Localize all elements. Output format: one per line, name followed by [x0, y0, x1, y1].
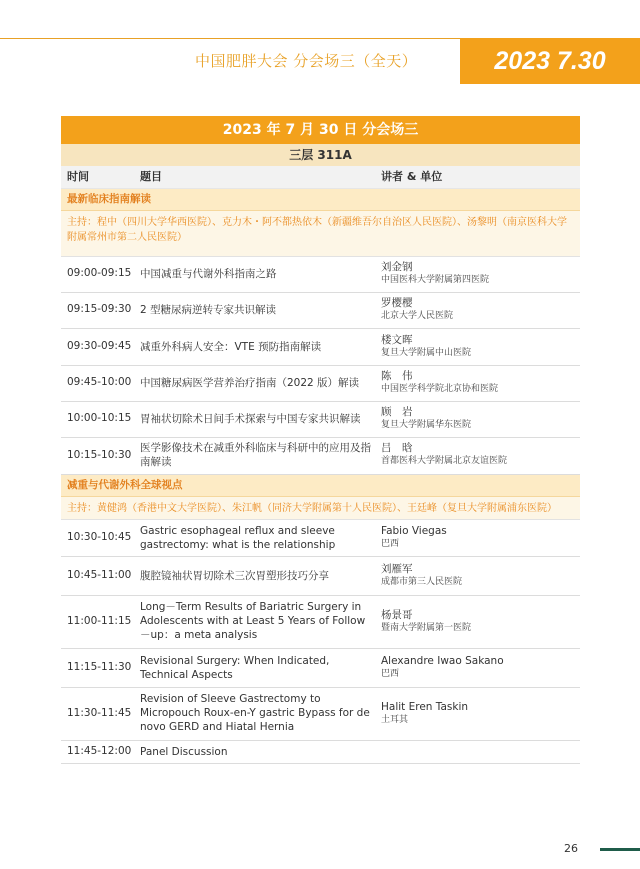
col-time: 时间: [67, 170, 89, 183]
row-topic: Long－Term Results of Bariatric Surgery in Adolescents with at Least 5 Years of Follow－up：a meta analysis: [140, 601, 366, 641]
speaker-name: 刘雁军: [381, 563, 413, 575]
row-time: 09:30-09:45: [67, 340, 132, 352]
date-badge: 2023 7.30: [460, 38, 640, 84]
speaker-unit: 成都市第三人民医院: [381, 577, 463, 587]
column-headers: [61, 166, 580, 189]
row-topic: 减重外科病人安全：VTE 预防指南解读: [140, 341, 322, 353]
speaker-name: Alexandre Iwao Sakano: [381, 655, 504, 667]
row-topic: Gastric esophageal reflux and sleeve gastrectomy: what is the relationship: [140, 525, 336, 551]
speaker-name: 陈 伟: [381, 370, 413, 382]
row-speaker: [381, 700, 577, 727]
speaker-name: Halit Eren Taskin: [381, 701, 469, 713]
page-number: 26: [564, 842, 578, 855]
speaker-name: 吕 晗: [381, 442, 413, 454]
row-speaker: [381, 260, 577, 287]
speaker-unit: 巴西: [381, 539, 400, 549]
row-time: 10:45-11:00: [67, 569, 132, 581]
table-row: [61, 438, 580, 475]
section-header: 减重与代谢外科全球视点: [61, 475, 580, 497]
row-time: 11:30-11:45: [67, 707, 132, 719]
schedule-table: [61, 116, 580, 764]
table-row: [61, 649, 580, 688]
row-speaker: [381, 296, 577, 323]
speaker-name: Fabio Viegas: [381, 525, 447, 537]
speaker-unit: 暨南大学附属第一医院: [381, 623, 472, 633]
speaker-unit: 首都医科大学附属北京友谊医院: [381, 456, 508, 466]
row-topic: Panel Discussion: [140, 746, 228, 758]
header-rule: [0, 38, 460, 39]
row-time: 10:00-10:15: [67, 412, 132, 424]
row-topic: 2 型糖尿病逆转专家共识解读: [140, 304, 277, 316]
row-speaker: [381, 405, 577, 432]
row-topic: 腹腔镜袖状胃切除术三次胃塑形技巧分享: [140, 570, 329, 582]
section-hosts: 主持：程中（四川大学华西医院）、克力木・阿不都热依木（新疆维吾尔自治区人民医院）、汤黎明（南京医科大学附属常州市第二人民医院）: [61, 211, 580, 257]
table-row: [61, 366, 580, 402]
speaker-unit: 复旦大学附属中山医院: [381, 348, 472, 358]
speaker-name: 顾 岩: [381, 406, 413, 418]
speaker-name: 楼文晖: [381, 334, 413, 346]
room-label: 三层 311A: [61, 144, 580, 166]
row-time: 10:30-10:45: [67, 531, 132, 543]
footer-rule: [600, 848, 640, 851]
table-row: [61, 257, 580, 293]
row-time: 11:45-12:00: [67, 745, 132, 757]
table-row: [61, 557, 580, 596]
speaker-name: 罗樱樱: [381, 297, 413, 309]
speaker-name: 刘金钢: [381, 261, 413, 273]
col-speaker: 讲者 & 单位: [381, 170, 443, 183]
row-speaker: [381, 441, 577, 468]
col-topic: 题目: [140, 170, 162, 183]
row-time: 11:15-11:30: [67, 661, 132, 673]
table-row: [61, 293, 580, 329]
row-time: 10:15-10:30: [67, 449, 132, 461]
table-title: 2023 年 7 月 30 日 分会场三: [61, 116, 580, 144]
row-speaker: [381, 369, 577, 396]
row-topic: Revision of Sleeve Gastrectomy to Micropouch Roux-en-Y gastric Bypass for de novo GERD and Hiatal Hernia: [140, 693, 370, 733]
row-time: 09:00-09:15: [67, 267, 132, 279]
row-time: 09:15-09:30: [67, 303, 132, 315]
row-time: 11:00-11:15: [67, 615, 132, 627]
row-topic: 胃袖状切除术日间手术探索与中国专家共识解读: [140, 413, 361, 425]
row-speaker: [381, 562, 577, 589]
speaker-unit: 北京大学人民医院: [381, 311, 454, 321]
event-title: 中国肥胖大会 分会场三（全天）: [195, 52, 418, 70]
row-topic: Revisional Surgery: When Indicated, Technical Aspects: [140, 655, 330, 681]
speaker-unit: 巴西: [381, 669, 400, 679]
speaker-unit: 中国医学科学院北京协和医院: [381, 384, 499, 394]
table-row: [61, 741, 580, 764]
row-topic: 中国减重与代谢外科指南之路: [140, 268, 277, 280]
row-topic: 中国糖尿病医学营养治疗指南（2022 版）解读: [140, 377, 360, 389]
table-row: [61, 596, 580, 649]
speaker-unit: 土耳其: [381, 715, 409, 725]
speaker-name: 杨景哥: [381, 609, 413, 621]
row-speaker: [381, 524, 577, 551]
table-row: [61, 688, 580, 741]
row-time: 09:45-10:00: [67, 376, 132, 388]
row-speaker: [381, 333, 577, 360]
speaker-unit: 中国医科大学附属第四医院: [381, 275, 490, 285]
row-speaker: [381, 654, 577, 681]
row-topic: 医学影像技术在减重外科临床与科研中的应用及指南解读: [140, 442, 371, 468]
section-hosts: 主持：黄健鸿（香港中文大学医院）、朱江帆（同济大学附属第十人民医院）、王廷峰（复旦大学附属浦东医院）: [61, 497, 580, 520]
table-row: [61, 402, 580, 438]
table-row: [61, 520, 580, 557]
row-speaker: [381, 608, 577, 635]
section-header: 最新临床指南解读: [61, 189, 580, 211]
speaker-unit: 复旦大学附属华东医院: [381, 420, 472, 430]
table-row: [61, 329, 580, 366]
